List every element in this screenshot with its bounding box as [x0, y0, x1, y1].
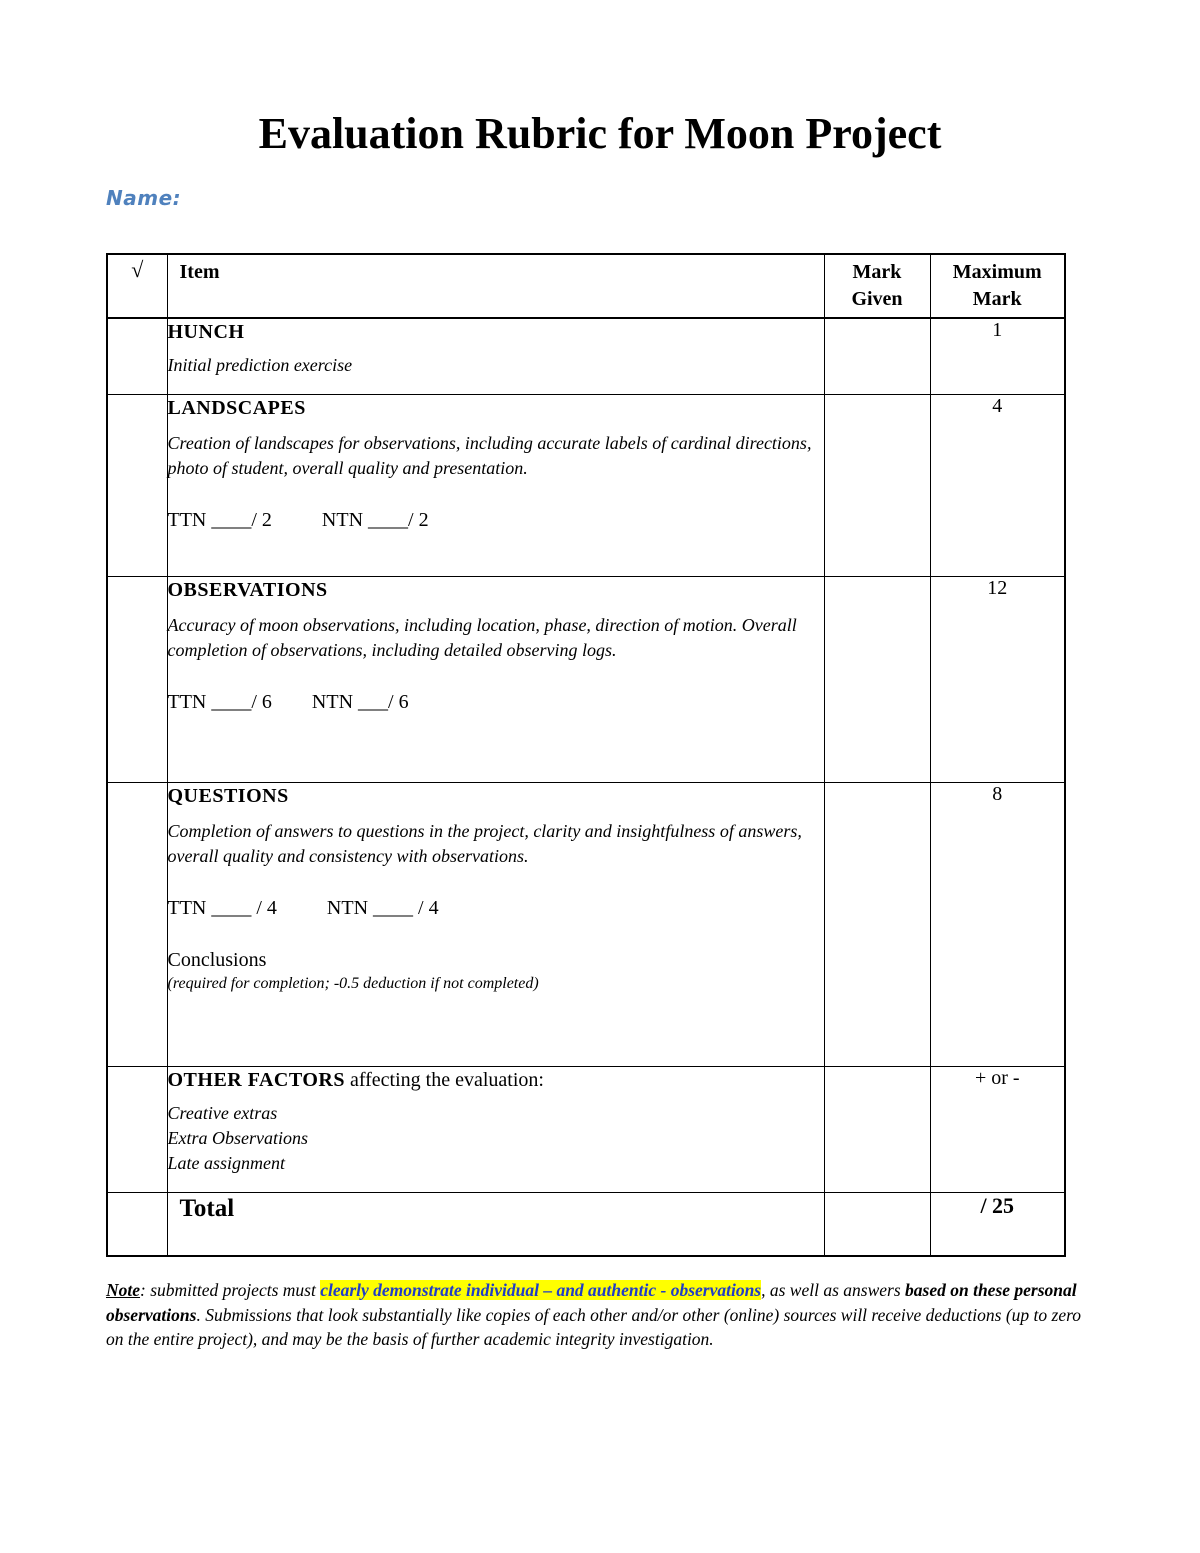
- rubric-row-observations: [107, 576, 1065, 782]
- maximum-mark-header: [930, 254, 1065, 318]
- note-highlight: clearly demonstrate individual – and authentic - observations: [320, 1280, 762, 1300]
- check-cell[interactable]: [107, 576, 167, 782]
- ttn-ntn-scores: TTN ____/ 6 NTN ___/ 6: [167, 690, 409, 713]
- section-description: Completion of answers to questions in the project, clarity and insightfulness of answers, overall quality and consistency with observations.: [167, 820, 802, 866]
- rubric-table: [106, 253, 1066, 1257]
- other-factors-title: OTHER FACTORS: [167, 1068, 345, 1091]
- section-title: QUESTIONS: [167, 784, 289, 807]
- other-factors-list: [168, 1101, 824, 1176]
- ttn-ntn-scores: TTN ____ / 4 NTN ____ / 4: [167, 896, 439, 919]
- other-factors-title-rest: affecting the evaluation:: [344, 1068, 544, 1091]
- rubric-row-other-factors: [107, 1066, 1065, 1192]
- note-paragraph: [106, 1278, 1096, 1352]
- item-cell: [167, 576, 824, 782]
- maximum-mark-cell: 1: [930, 318, 1065, 394]
- mark-given-cell[interactable]: [824, 1192, 930, 1256]
- mark-given-cell[interactable]: [824, 394, 930, 576]
- item-cell: [167, 1066, 824, 1192]
- check-cell[interactable]: [107, 1066, 167, 1192]
- name-label: Name:: [106, 186, 182, 210]
- total-label: Total: [179, 1194, 235, 1222]
- header-row: [107, 254, 1065, 318]
- check-cell[interactable]: [107, 318, 167, 394]
- mark-given-header: [824, 254, 930, 318]
- list-item: Extra Observations: [167, 1127, 308, 1148]
- maximum-mark-cell: 12: [930, 576, 1065, 782]
- check-cell[interactable]: [107, 1192, 167, 1256]
- total-maximum-cell: / 25: [930, 1192, 1065, 1256]
- maximum-mark-cell: 8: [930, 782, 1065, 1066]
- maximum-mark-header-line1: Maximum: [952, 261, 1042, 283]
- mark-given-cell[interactable]: [824, 1066, 930, 1192]
- mark-given-header-line2: Given: [851, 288, 903, 310]
- rubric-row-total: [107, 1192, 1065, 1256]
- section-title: OBSERVATIONS: [167, 578, 328, 601]
- check-cell[interactable]: [107, 394, 167, 576]
- rubric-row-landscapes: [107, 394, 1065, 576]
- section-title: LANDSCAPES: [167, 396, 306, 419]
- note-text-2: , as well as answers: [761, 1280, 906, 1300]
- item-cell: [167, 1192, 824, 1256]
- mark-given-cell[interactable]: [824, 318, 930, 394]
- maximum-mark-cell: + or -: [930, 1066, 1065, 1192]
- section-title: [168, 1067, 824, 1093]
- item-cell: [167, 394, 824, 576]
- ttn-ntn-scores: TTN ____/ 2 NTN ____/ 2: [167, 508, 429, 531]
- rubric-row-hunch: [107, 318, 1065, 394]
- item-header: Item: [167, 254, 824, 318]
- note-label: Note: [106, 1280, 141, 1300]
- section-description: Accuracy of moon observations, including location, phase, direction of motion. Overall completion of observations, including detailed observing logs.: [167, 614, 797, 660]
- mark-given-header-line1: Mark: [852, 261, 902, 283]
- conclusions-note: (required for completion; -0.5 deduction if not completed): [167, 974, 539, 992]
- section-title: HUNCH: [167, 321, 245, 343]
- check-cell[interactable]: [107, 782, 167, 1066]
- item-cell: [167, 782, 824, 1066]
- page-title: Evaluation Rubric for Moon Project: [258, 109, 942, 158]
- list-item: Creative extras: [167, 1102, 278, 1123]
- section-description: Creation of landscapes for observations, including accurate labels of cardinal directions, photo of student, overall quality and presentation.: [167, 432, 812, 478]
- mark-given-cell[interactable]: [824, 576, 930, 782]
- rubric-row-questions: [107, 782, 1065, 1066]
- list-item: Late assignment: [167, 1152, 286, 1173]
- conclusions-label: Conclusions: [167, 948, 267, 971]
- item-cell: [167, 318, 824, 394]
- maximum-mark-header-line2: Mark: [972, 288, 1022, 310]
- note-text-3: . Submissions that look substantially like copies of each other and/or other (online) sources will receive deductions (up to zero on the entire project), and may be the basis of further academic integrity investigation.: [106, 1304, 1082, 1349]
- mark-given-cell[interactable]: [824, 782, 930, 1066]
- check-header: √: [107, 254, 167, 318]
- section-description: Initial prediction exercise: [167, 355, 353, 375]
- note-text-1: : submitted projects must: [140, 1280, 321, 1300]
- maximum-mark-cell: 4: [930, 394, 1065, 576]
- note-bold: based on these personal observations: [106, 1280, 1077, 1325]
